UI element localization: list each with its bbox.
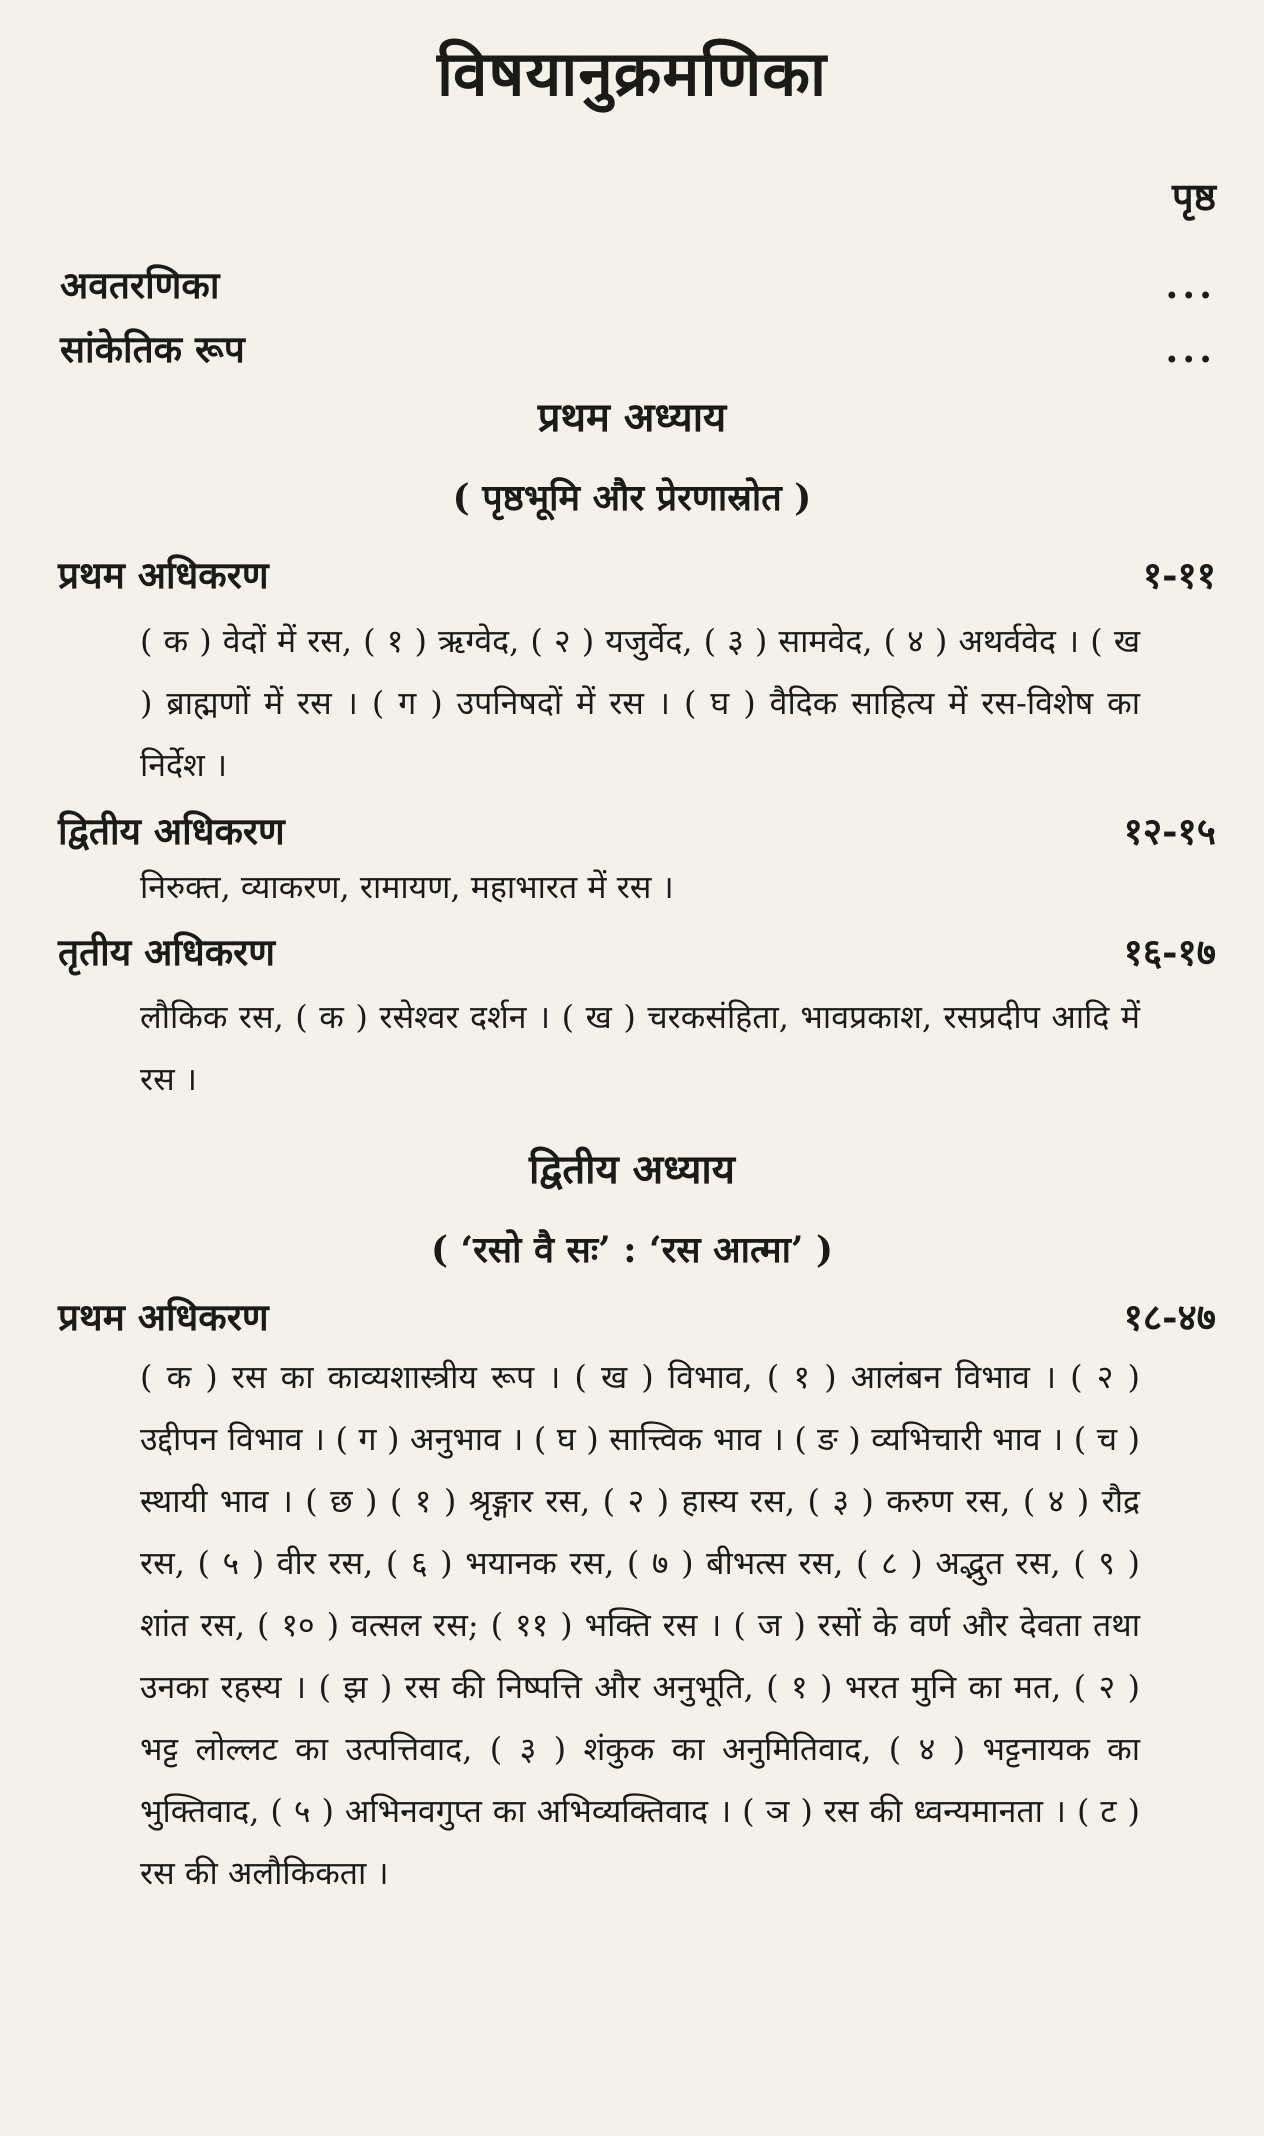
section-page-range: १२-१५ bbox=[1123, 809, 1216, 853]
section-heading-label: तृतीय अधिकरण bbox=[58, 930, 276, 974]
chapter-2-title: द्वितीय अध्याय bbox=[528, 1146, 735, 1193]
ch1-section-3-text: लौकिक रस, ( क ) रसेश्वर दर्शन । ( ख ) चरकसंहिता, भावप्रकाश, रसप्रदीप आदि में रस । bbox=[140, 998, 1140, 1098]
section-page-range: १८-४७ bbox=[1123, 1295, 1216, 1339]
chapter-1-subtitle: ( पृष्ठभूमि और प्रेरणास्रोत ) bbox=[452, 477, 812, 519]
page-title: विषयानुक्रमणिका bbox=[436, 37, 828, 110]
section-page-range: १६-१७ bbox=[1123, 930, 1216, 974]
ch1-section-3-heading[interactable] bbox=[58, 925, 1216, 976]
ch1-section-2-text: निरुक्त, व्याकरण, रामायण, महाभारत में रस । bbox=[140, 868, 674, 906]
ch2-section-1-heading[interactable] bbox=[58, 1290, 1216, 1341]
toc-entry-avataranika[interactable] bbox=[60, 258, 1216, 309]
ch1-section-1-heading[interactable] bbox=[58, 548, 1216, 599]
section-heading-label: प्रथम अधिकरण bbox=[58, 553, 269, 597]
entry-leader-dots: ... bbox=[1165, 327, 1216, 371]
ch1-section-1-text: ( क ) वेदों में रस, ( १ ) ऋग्वेद, ( २ ) यजुर्वेद, ( ३ ) सामवेद, ( ४ ) अथर्ववेद । ( ख ) ब्राह्मणों में रस । ( ग ) उपनिषदों में रस । ( घ ) वैदिक साहित्य में रस-विशेष का निर्देश । bbox=[140, 622, 1140, 784]
toc-entry-sanketik-roop[interactable] bbox=[60, 322, 1216, 373]
chapter-2-subtitle: ( ‘रसो वै सः’ : ‘रस आत्मा’ ) bbox=[430, 1229, 834, 1271]
ch1-section-2-heading[interactable] bbox=[58, 804, 1216, 855]
ch2-section-1-text: ( क ) रस का काव्यशास्त्रीय रूप । ( ख ) विभाव, ( १ ) आलंबन विभाव । ( २ ) उद्दीपन विभाव । ( ग ) अनुभाव । ( घ ) सात्त्विक भाव । ( ङ ) व्यभिचारी भाव । ( च ) स्थायी भाव । ( छ ) ( १ ) श्रृङ्गार रस, ( २ ) हास्य रस, ( ३ ) करुण रस, ( ४ ) रौद्र रस, ( ५ ) वीर रस, ( ६ ) भयानक रस, ( ७ ) बीभत्स रस, ( ८ ) अद्भुत रस, ( ९ ) शांत रस, ( १० ) वत्सल रस; ( ११ ) भक्ति रस । ( ज ) रसों के वर्ण और देवता तथा उनका रहस्य । ( झ ) रस की निष्पत्ति और अनुभूति, ( १ ) भरत मुनि का मत, ( २ ) भट्ट लोल्लट का उत्पत्तिवाद, ( ३ ) शंकुक का अनुमितिवाद, ( ४ ) भट्टनायक का भुक्तिवाद, ( ५ ) अभिनवगुप्त का अभिव्यक्तिवाद । ( ञ ) रस की ध्वन्यमानता । ( ट ) रस की अलौकिकता । bbox=[140, 1358, 1140, 1892]
section-heading-label: प्रथम अधिकरण bbox=[58, 1295, 269, 1339]
entry-label: अवतरणिका bbox=[60, 263, 220, 307]
page-column-label: पृष्ठ bbox=[1172, 174, 1216, 219]
entry-leader-dots: ... bbox=[1165, 263, 1216, 307]
section-heading-label: द्वितीय अधिकरण bbox=[58, 809, 285, 853]
chapter-1-title: प्रथम अध्याय bbox=[537, 394, 727, 441]
section-page-range: १-११ bbox=[1142, 553, 1216, 597]
entry-label: सांकेतिक रूप bbox=[60, 327, 245, 371]
